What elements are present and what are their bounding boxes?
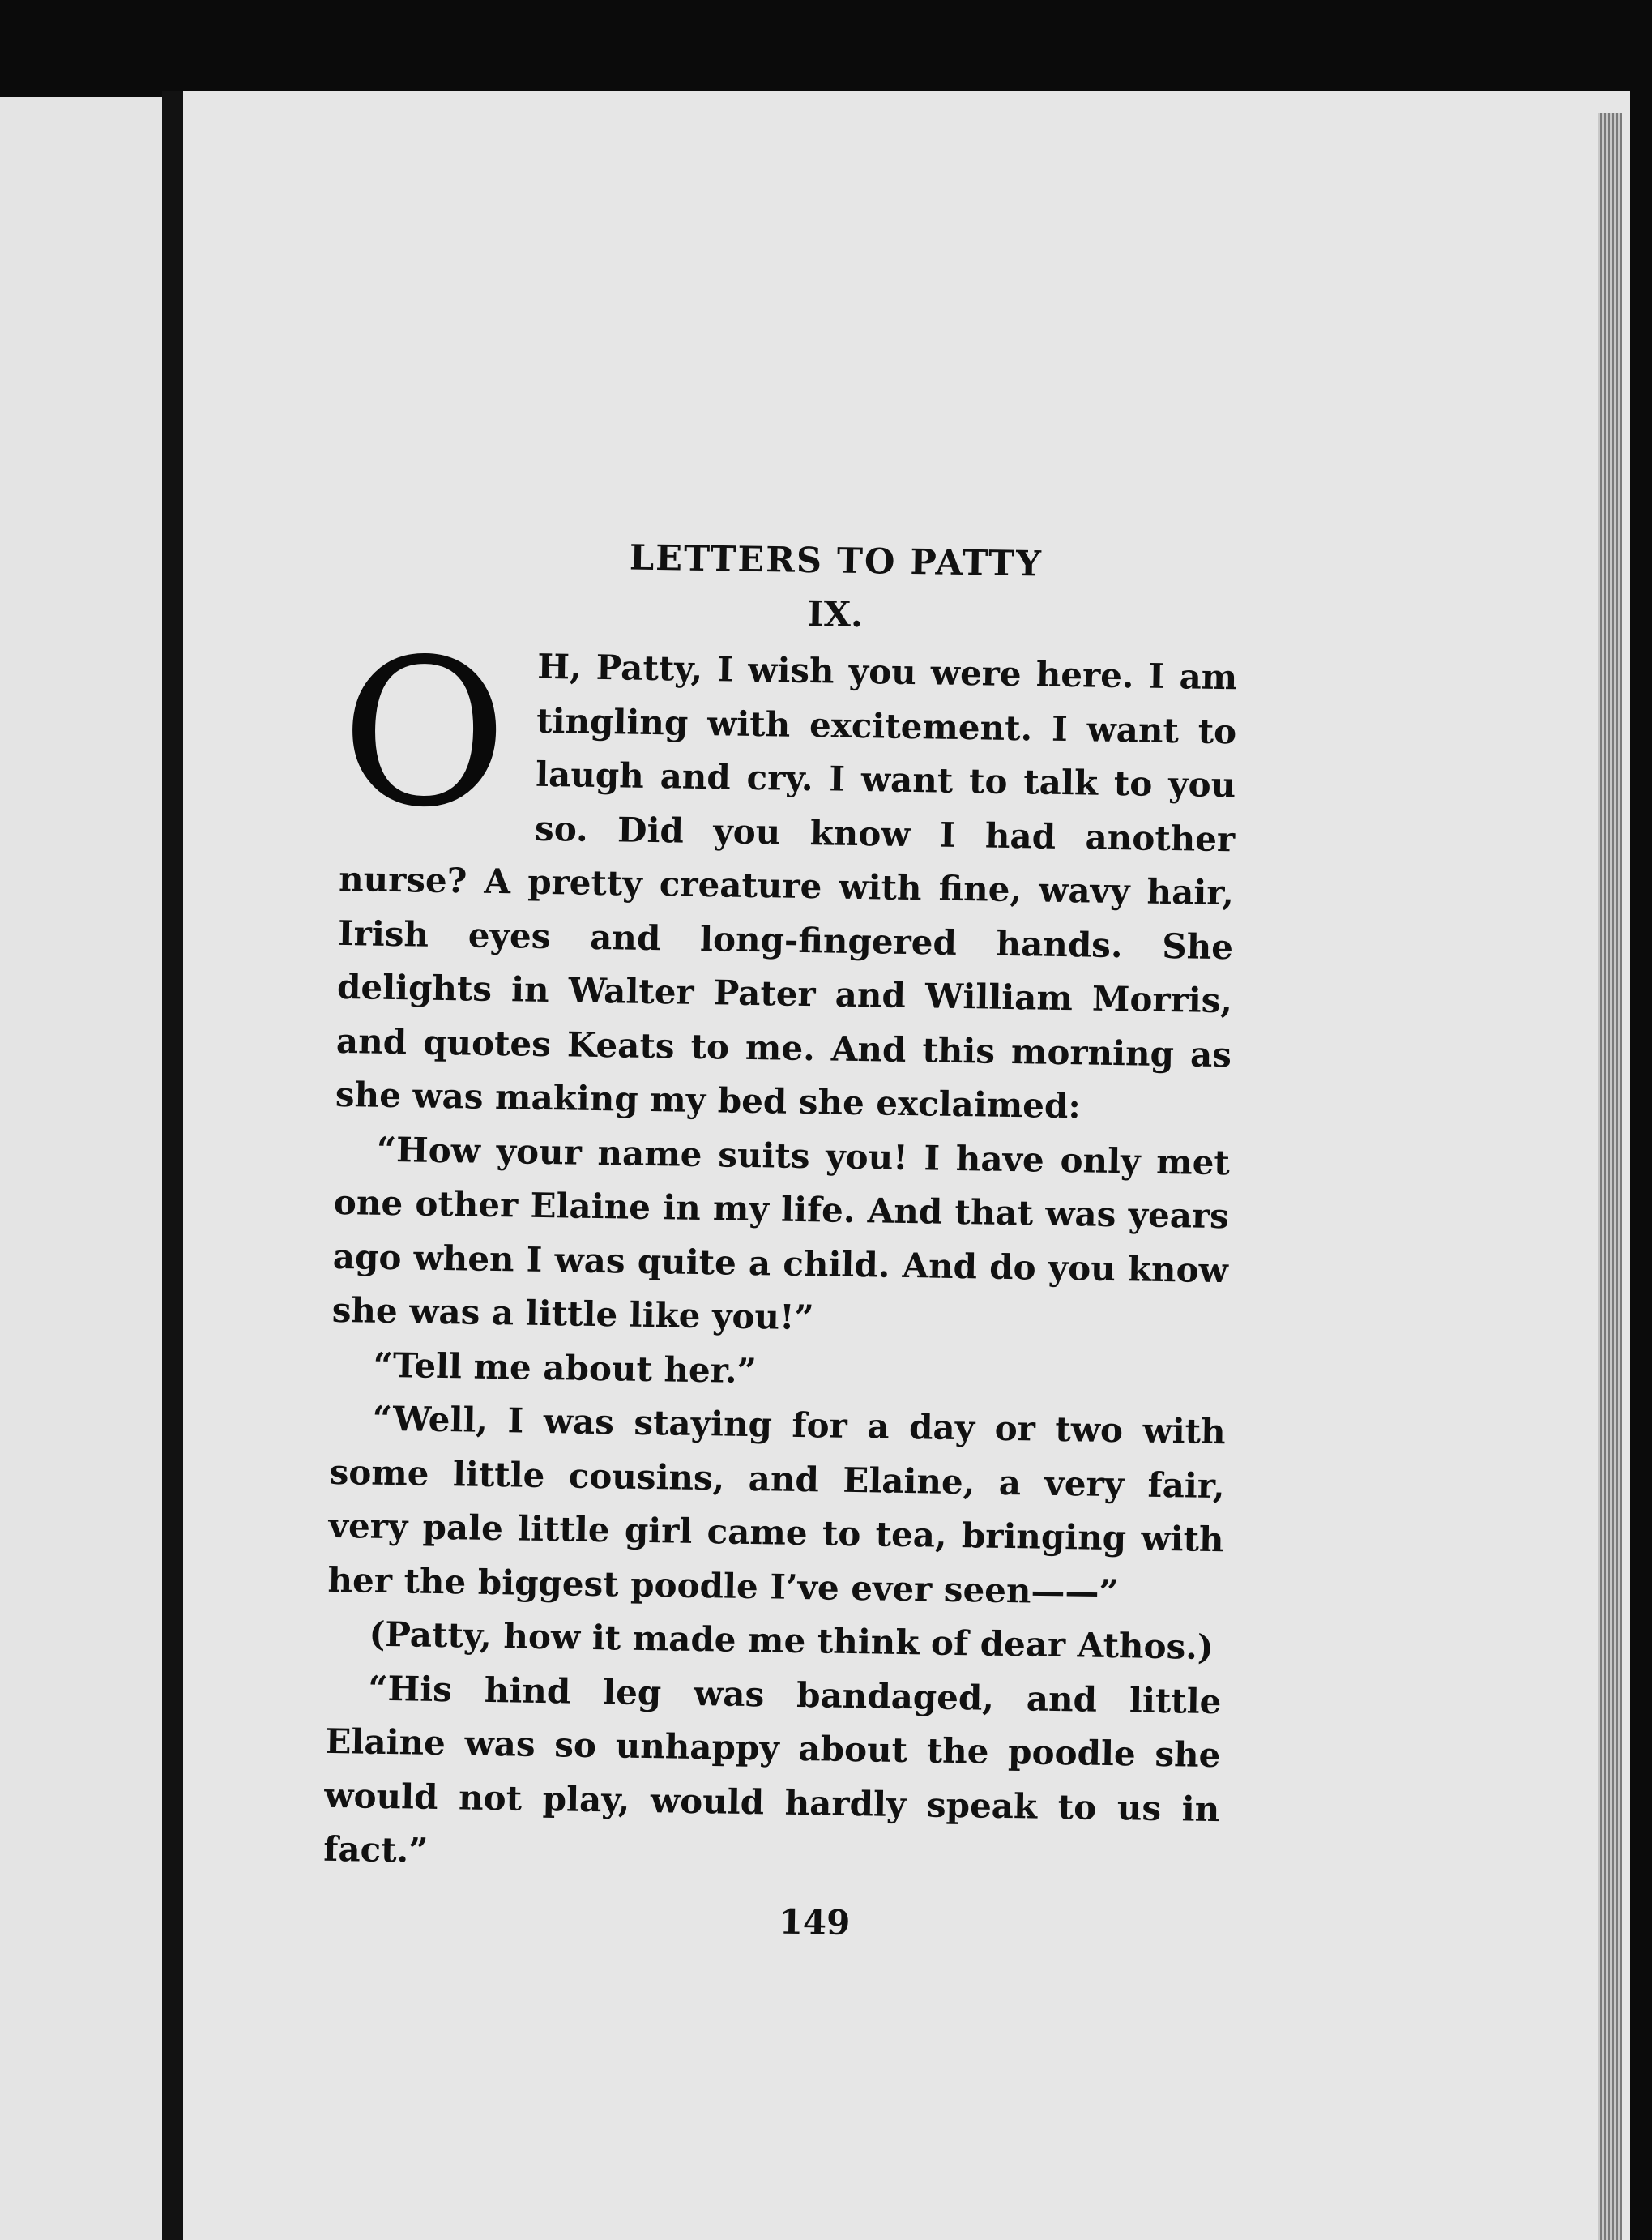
paragraph: “How your name suits you! I have only met one other Elaine in my life. And that was years ago when I was quite a child. And do you know she was a little like you!” [331, 1129, 1231, 1338]
paragraph: “Well, I was staying for a day or two with some little cousins, and Elaine, a very fair, very pale little girl came to tea, bringing with her the biggest poodle I’ve ever seen——” [327, 1398, 1226, 1612]
drop-cap: O [339, 613, 510, 853]
page-edges [1598, 113, 1622, 2240]
running-title: LETTERS TO PATTY [629, 537, 1044, 585]
opening-paragraph-text: H, Patty, I wish you were here. I am tingling with excitement. I want to laugh and cry. I want to talk to you so. Did you know I had another nurse? A pretty creature with fine, wavy hair, Irish eyes and long-fingered hands. She delights in Walter Pater and William Morris, and quotes Keats to me. And this morning as she was making my bed she exclaimed: [335, 646, 1238, 1126]
book-gutter [162, 91, 183, 2240]
paragraph: “Tell me about her.” [373, 1344, 758, 1391]
paragraph: (Patty, how it made me think of dear Athos.) [369, 1614, 1214, 1668]
facing-page-edge [0, 97, 172, 2240]
page-number: 149 [779, 1901, 851, 1943]
chapter-number: IX. [807, 593, 864, 636]
paragraph: “His hind leg was bandaged, and little Elaine was so unhappy about the poodle she would not play, would hardly speak to us in fact.” [322, 1668, 1222, 1870]
page-text [322, 527, 1240, 1956]
